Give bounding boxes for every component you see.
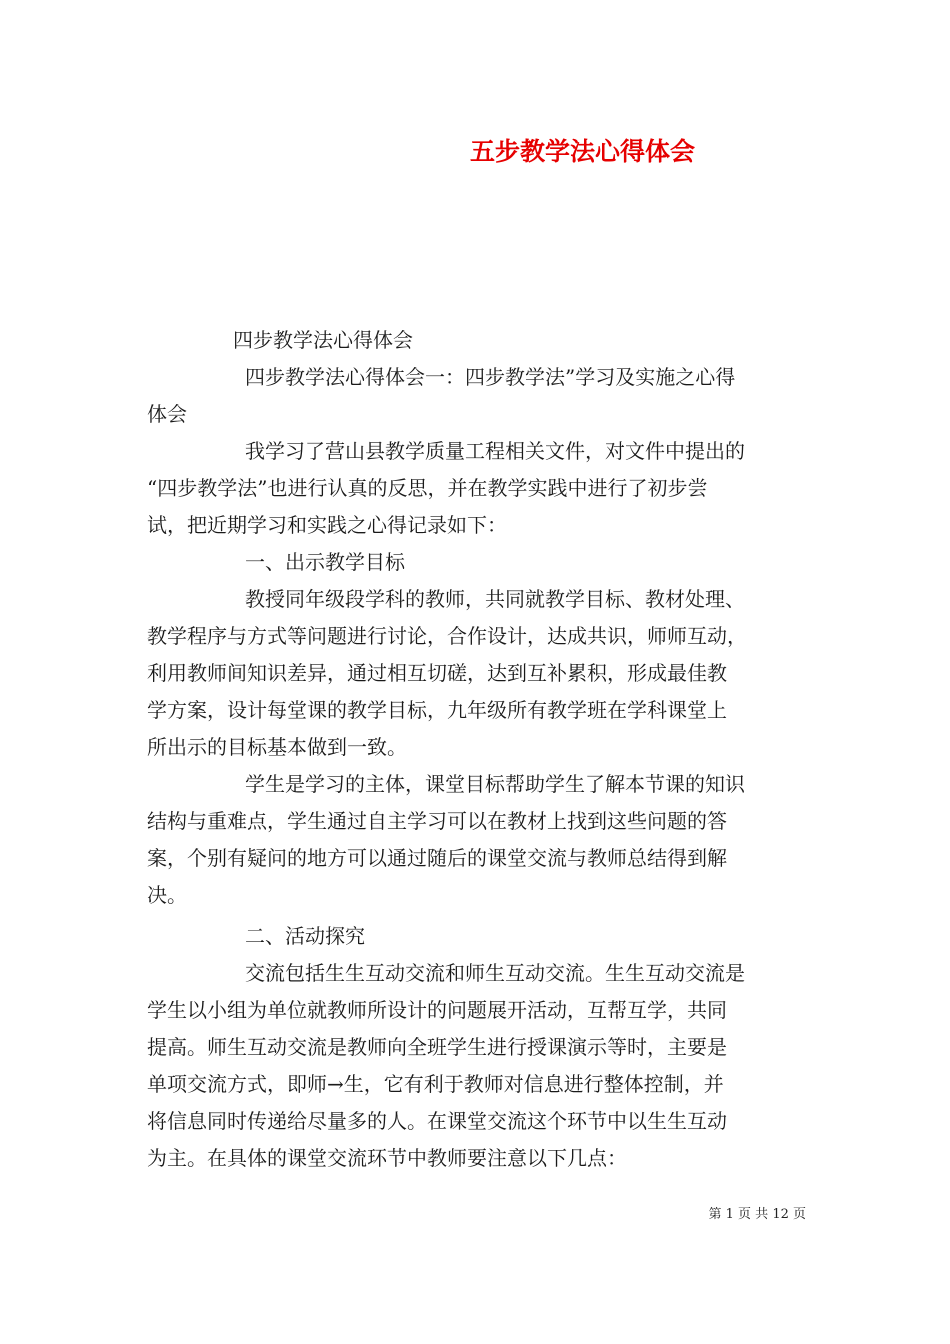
paragraph-line: 教授同年级段学科的教师，共同就教学目标、教材处理、 (245, 587, 745, 611)
paragraph-line: 学生是学习的主体，课堂目标帮助学生了解本节课的知识 (245, 772, 745, 796)
paragraph-line: 决。 (147, 883, 187, 907)
paragraph-line: 结构与重难点，学生通过自主学习可以在教材上找到这些问题的答 (147, 809, 727, 833)
paragraph-line: “四步教学法”也进行认真的反思，并在教学实践中进行了初步尝 (147, 476, 708, 500)
paragraph-line: 所出示的目标基本做到一致。 (147, 735, 407, 759)
paragraph-line: 为主。在具体的课堂交流环节中教师要注意以下几点： (147, 1146, 627, 1170)
subtitle-line: 四步教学法心得体会 (233, 328, 413, 352)
page-number: 第 1 页 共 12 页 (708, 1207, 806, 1222)
document-title: 五步教学法心得体会 (469, 137, 695, 166)
paragraph-line: 体会 (147, 402, 187, 426)
paragraph-line: 教学程序与方式等问题进行讨论，合作设计，达成共识，师师互动， (147, 624, 747, 648)
document-body (147, 322, 807, 1177)
paragraph-line: 四步教学法心得体会一：四步教学法”学习及实施之心得 (245, 365, 736, 389)
paragraph-line: 单项交流方式，即师→生，它有利于教师对信息进行整体控制，并 (147, 1072, 724, 1096)
paragraph-line: 案，个别有疑问的地方可以通过随后的课堂交流与教师总结得到解 (147, 846, 727, 870)
paragraph-line: 学生以小组为单位就教师所设计的问题展开活动，互帮互学，共同 (147, 998, 727, 1022)
paragraph-line: 提高。师生互动交流是教师向全班学生进行授课演示等时，主要是 (147, 1035, 727, 1059)
paragraph-line: 交流包括生生互动交流和师生互动交流。生生互动交流是 (245, 961, 745, 985)
paragraph-line: 将信息同时传递给尽量多的人。在课堂交流这个环节中以生生互动 (147, 1109, 727, 1133)
paragraph-line: 试，把近期学习和实践之心得记录如下： (147, 513, 507, 537)
section-heading: 一、出示教学目标 (245, 550, 405, 574)
paragraph-line: 学方案，设计每堂课的教学目标，九年级所有教学班在学科课堂上 (147, 698, 727, 722)
section-heading: 二、活动探究 (245, 924, 365, 948)
paragraph-line: 我学习了营山县教学质量工程相关文件，对文件中提出的 (245, 439, 745, 463)
paragraph-line: 利用教师间知识差异，通过相互切磋，达到互补累积，形成最佳教 (147, 661, 727, 685)
